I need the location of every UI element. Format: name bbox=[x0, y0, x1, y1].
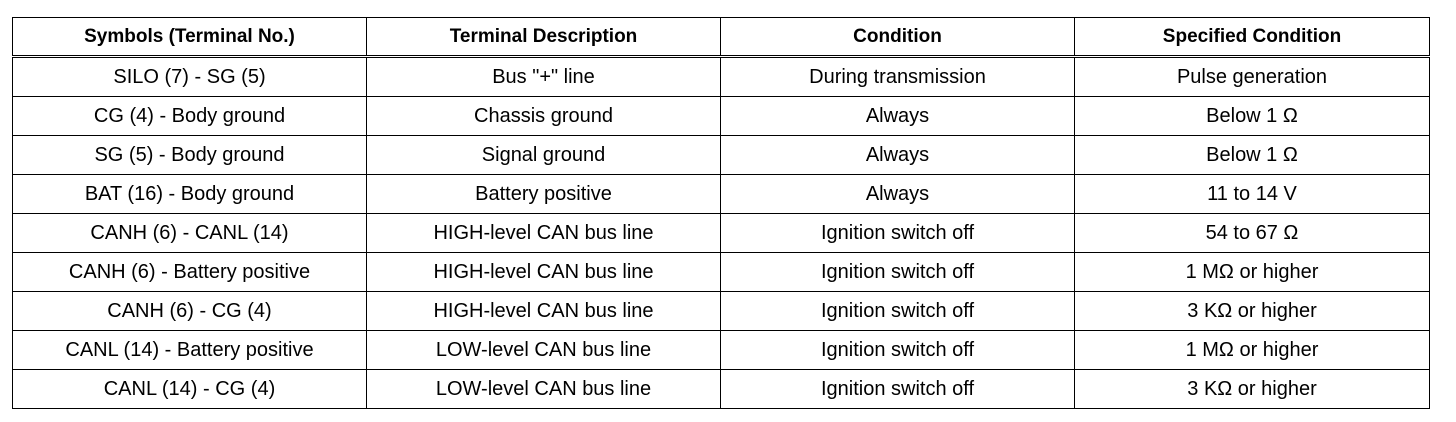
table-row bbox=[13, 331, 1430, 370]
table-row bbox=[13, 370, 1430, 409]
cell-symbols: BAT (16) - Body ground bbox=[13, 175, 367, 214]
table-row bbox=[13, 175, 1430, 214]
cell-condition: Always bbox=[721, 175, 1075, 214]
cell-specified-condition: Below 1 Ω bbox=[1075, 97, 1430, 136]
header-row bbox=[13, 18, 1430, 57]
header-specified-condition: Specified Condition bbox=[1075, 18, 1430, 57]
header-symbols: Symbols (Terminal No.) bbox=[13, 18, 367, 57]
cell-symbols: CANH (6) - CANL (14) bbox=[13, 214, 367, 253]
cell-terminal-description: HIGH-level CAN bus line bbox=[367, 253, 721, 292]
table-row bbox=[13, 136, 1430, 175]
cell-specified-condition: 11 to 14 V bbox=[1075, 175, 1430, 214]
cell-condition: Ignition switch off bbox=[721, 292, 1075, 331]
cell-specified-condition: Pulse generation bbox=[1075, 57, 1430, 97]
cell-terminal-description: Signal ground bbox=[367, 136, 721, 175]
table-row bbox=[13, 57, 1430, 97]
cell-specified-condition: 3 KΩ or higher bbox=[1075, 292, 1430, 331]
table-header bbox=[13, 18, 1430, 57]
header-condition: Condition bbox=[721, 18, 1075, 57]
cell-terminal-description: LOW-level CAN bus line bbox=[367, 331, 721, 370]
cell-terminal-description: Bus "+" line bbox=[367, 57, 721, 97]
header-terminal-description: Terminal Description bbox=[367, 18, 721, 57]
cell-specified-condition: Below 1 Ω bbox=[1075, 136, 1430, 175]
cell-terminal-description: Battery positive bbox=[367, 175, 721, 214]
cell-specified-condition: 1 MΩ or higher bbox=[1075, 253, 1430, 292]
cell-symbols: CANH (6) - CG (4) bbox=[13, 292, 367, 331]
terminal-spec-table bbox=[12, 17, 1430, 409]
cell-condition: Ignition switch off bbox=[721, 331, 1075, 370]
cell-symbols: CG (4) - Body ground bbox=[13, 97, 367, 136]
table-row bbox=[13, 292, 1430, 331]
cell-terminal-description: HIGH-level CAN bus line bbox=[367, 214, 721, 253]
table-body bbox=[13, 57, 1430, 409]
table-row bbox=[13, 214, 1430, 253]
table-row bbox=[13, 253, 1430, 292]
cell-symbols: CANH (6) - Battery positive bbox=[13, 253, 367, 292]
cell-condition: Always bbox=[721, 97, 1075, 136]
cell-terminal-description: LOW-level CAN bus line bbox=[367, 370, 721, 409]
cell-condition: During transmission bbox=[721, 57, 1075, 97]
cell-condition: Ignition switch off bbox=[721, 214, 1075, 253]
cell-symbols: SG (5) - Body ground bbox=[13, 136, 367, 175]
cell-symbols: CANL (14) - CG (4) bbox=[13, 370, 367, 409]
cell-specified-condition: 1 MΩ or higher bbox=[1075, 331, 1430, 370]
cell-condition: Ignition switch off bbox=[721, 370, 1075, 409]
cell-specified-condition: 3 KΩ or higher bbox=[1075, 370, 1430, 409]
cell-terminal-description: Chassis ground bbox=[367, 97, 721, 136]
cell-condition: Ignition switch off bbox=[721, 253, 1075, 292]
cell-specified-condition: 54 to 67 Ω bbox=[1075, 214, 1430, 253]
cell-symbols: CANL (14) - Battery positive bbox=[13, 331, 367, 370]
cell-terminal-description: HIGH-level CAN bus line bbox=[367, 292, 721, 331]
cell-condition: Always bbox=[721, 136, 1075, 175]
cell-symbols: SILO (7) - SG (5) bbox=[13, 57, 367, 97]
table-row bbox=[13, 97, 1430, 136]
